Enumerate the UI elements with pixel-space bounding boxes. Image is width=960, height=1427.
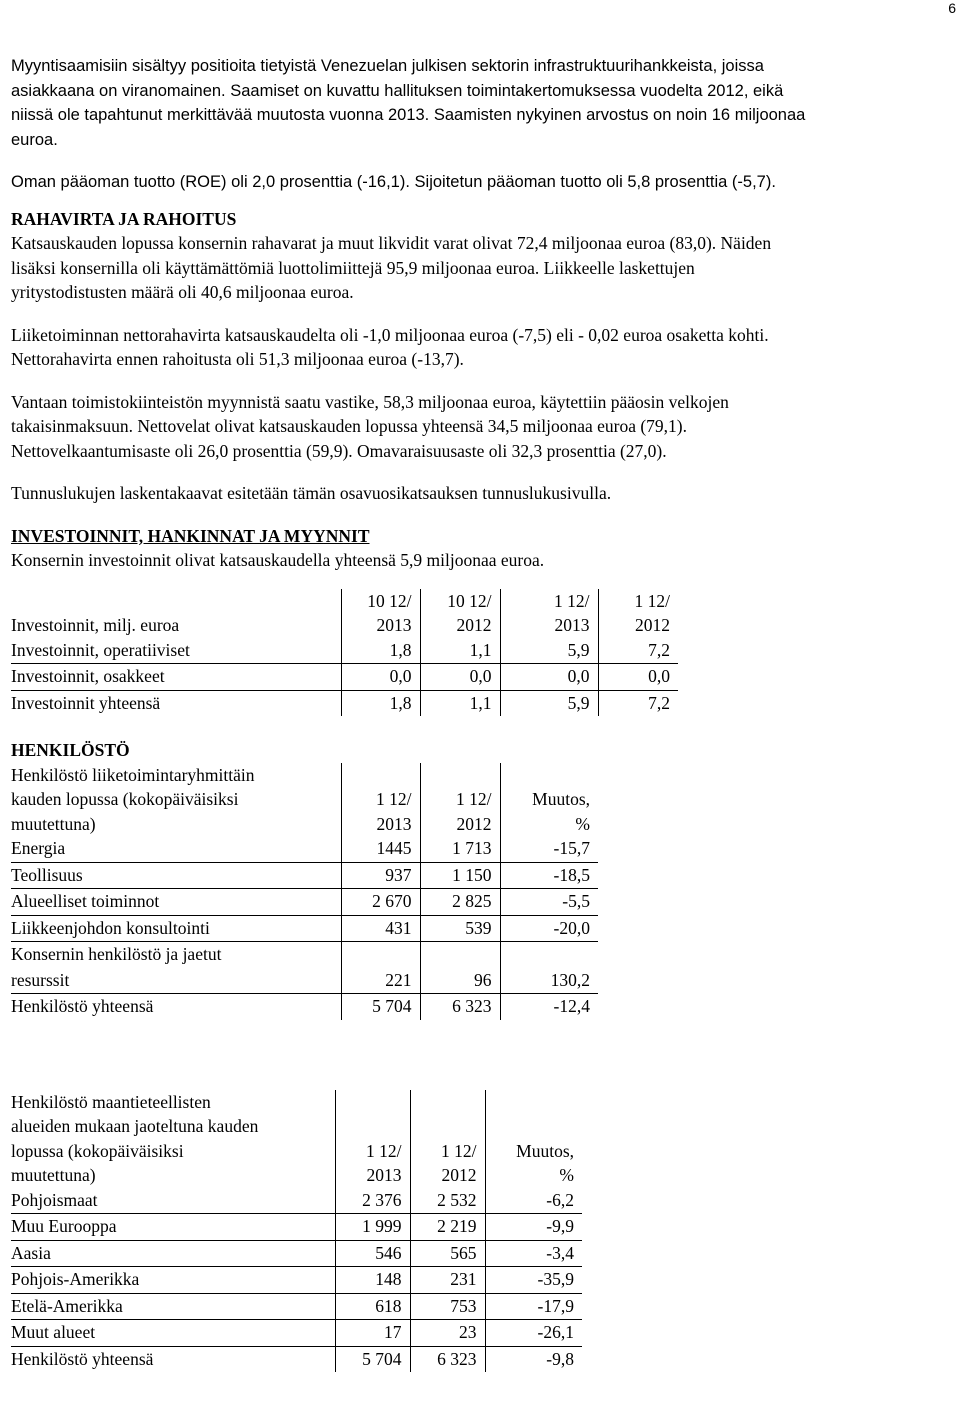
cell-value: 0,0: [500, 664, 598, 691]
cell-value: 431: [341, 915, 420, 942]
cell-value: -3,4: [485, 1240, 582, 1267]
text-line: Katsauskauden lopussa konsernin rahavarat ja muut likvidit varat olivat 72,4 miljoonaa euroa (83,0). Näiden: [11, 233, 772, 253]
row-label: Investoinnit yhteensä: [11, 692, 161, 713]
cell-value: 17: [335, 1320, 410, 1347]
cell-value: 1445: [341, 836, 420, 862]
text-line: takaisinmaksuun. Nettovelat olivat katsauskauden lopussa yhteensä 34,5 miljoonaa euroa (79,1).: [11, 416, 688, 436]
column-header: 1 12/ 2012: [410, 1090, 485, 1188]
cell-value: -17,9: [485, 1293, 582, 1320]
cell-value: 2 219: [410, 1214, 485, 1241]
text-line: yritystodistusten määrä oli 40,6 miljoonaa euroa.: [11, 282, 354, 302]
cell-value: 5,9: [500, 690, 598, 716]
cell-value: 231: [410, 1267, 485, 1294]
rahavirta-paragraph-2: [11, 323, 941, 372]
column-header: 10 12/ 2013: [341, 589, 420, 638]
row-label: Etelä-Amerikka: [11, 1293, 335, 1320]
cell-value: 221: [341, 942, 420, 994]
cell-value: 1,1: [420, 690, 500, 716]
cell-value: 618: [335, 1293, 410, 1320]
cell-value: 5 704: [335, 1346, 410, 1372]
cell-value: 1 150: [420, 862, 500, 889]
cell-value: 96: [420, 942, 500, 994]
table-row: [11, 1346, 582, 1372]
cell-value: 1 999: [335, 1214, 410, 1241]
text-line: Vantaan toimistokiinteistön myynnistä saatu vastike, 58,3 miljoonaa euroa, käytettiin pääosin velkojen: [11, 391, 729, 412]
row-label: Muu Eurooppa: [11, 1214, 335, 1241]
column-header: 1 12/ 2012: [420, 763, 500, 837]
table-row: [11, 862, 598, 889]
table-header-label: Investoinnit, milj. euroa: [11, 615, 180, 635]
cell-value: 1,1: [420, 638, 500, 664]
investments-table: [11, 589, 678, 717]
cell-value: 6 323: [420, 994, 500, 1020]
cell-value: -9,9: [485, 1214, 582, 1241]
table-row: [11, 1320, 582, 1347]
cell-value: -35,9: [485, 1267, 582, 1294]
text-line: Nettorahavirta ennen rahoitusta oli 51,3 miljoonaa euroa (-13,7).: [11, 349, 464, 369]
table-header-label: Henkilöstö maantieteellisten alueiden mukaan jaoteltuna kauden lopussa (kokopäiväisiksi muutettuna): [11, 1091, 259, 1185]
table-header-row: [11, 763, 598, 837]
table-row: [11, 690, 678, 716]
row-label: Aasia: [11, 1240, 335, 1267]
section-heading-henkilosto: HENKILÖSTÖ: [11, 740, 130, 760]
table-row: [11, 994, 598, 1020]
cell-value: 0,0: [341, 664, 420, 691]
text-line: Liiketoiminnan nettorahavirta katsauskaudelta oli -1,0 miljoonaa euroa (-7,5) eli - 0,02 euroa osaketta kohti.: [11, 324, 769, 345]
table-header-row: [11, 1090, 582, 1188]
cell-value: -5,5: [500, 889, 598, 916]
row-label: Pohjois-Amerikka: [11, 1267, 335, 1294]
cell-value: 5 704: [341, 994, 420, 1020]
personnel-by-region-table: [11, 1090, 582, 1373]
row-label: Alueelliset toiminnot: [11, 889, 341, 916]
text-line: lisäksi konsernilla oli käyttämättömiä luottolimiittejä 95,9 miljoonaa euroa. Liikkeelle laskettujen: [11, 257, 695, 278]
cell-value: -6,2: [485, 1188, 582, 1214]
text-line: niissä ole tapahtunut merkittävää muutosta vuonna 2013. Saamisten nykyinen arvostus on noin 16 miljoonaa: [11, 106, 806, 124]
text-line: Nettovelkaantumisaste oli 26,0 prosenttia (59,9). Omavaraisuusaste oli 32,3 prosenttia (27,0).: [11, 440, 667, 461]
cell-value: -9,8: [485, 1346, 582, 1372]
cell-value: 0,0: [420, 664, 500, 691]
table-row: [11, 1240, 582, 1267]
row-label: Henkilöstö yhteensä: [11, 996, 154, 1016]
cell-value: 1,8: [341, 638, 420, 664]
rahavirta-paragraph-3: [11, 390, 941, 464]
rahavirta-paragraph-1: [11, 231, 941, 305]
cell-value: 2 376: [335, 1188, 410, 1214]
cell-value: 1,8: [341, 690, 420, 716]
cell-value: 6 323: [410, 1346, 485, 1372]
row-label: Pohjoismaat: [11, 1188, 335, 1214]
cell-value: 565: [410, 1240, 485, 1267]
cell-value: 5,9: [500, 638, 598, 664]
cell-value: 2 670: [341, 889, 420, 916]
row-label: Investoinnit, osakkeet: [11, 664, 341, 691]
text-line: Myyntisaamisiin sisältyy positioita tietyistä Venezuelan julkisen sektorin infrastruktuurihankkeista, joissa: [11, 57, 764, 75]
column-header: 1 12/ 2012: [598, 589, 678, 638]
section-heading-rahavirta: RAHAVIRTA JA RAHOITUS: [11, 208, 237, 229]
table-header-label: Henkilöstö liiketoimintaryhmittäin kauden lopussa (kokopäiväisiksi muutettuna): [11, 764, 255, 834]
cell-value: 0,0: [598, 664, 678, 691]
column-header: 10 12/ 2012: [420, 589, 500, 638]
text-line: asiakkaana on viranomainen. Saamiset on kuvattu hallituksen toimintakertomuksessa vuodelta 2012, eikä: [11, 81, 784, 100]
page-number: 6: [948, 0, 956, 16]
column-header: 1 12/ 2013: [341, 763, 420, 837]
cell-value: 7,2: [598, 638, 678, 664]
cell-value: 2 532: [410, 1188, 485, 1214]
document-body: [11, 54, 941, 1372]
cell-value: -20,0: [500, 915, 598, 942]
table-row: [11, 1214, 582, 1241]
column-header: 1 12/ 2013: [335, 1090, 410, 1188]
section-heading-investoinnit: INVESTOINNIT, HANKINNAT JA MYYNNIT: [11, 525, 370, 546]
cell-value: -26,1: [485, 1320, 582, 1347]
cell-value: 937: [341, 862, 420, 889]
cell-value: 546: [335, 1240, 410, 1267]
cell-value: 23: [410, 1320, 485, 1347]
roe-paragraph: Oman pääoman tuotto (ROE) oli 2,0 prosenttia (-16,1). Sijoitetun pääoman tuotto oli 5,8 prosenttia (-5,7).: [11, 173, 776, 191]
table-row: [11, 942, 598, 994]
table-row: [11, 1293, 582, 1320]
cell-value: 539: [420, 915, 500, 942]
intro-paragraph-1: [11, 54, 941, 152]
table-row: [11, 664, 678, 691]
cell-value: -12,4: [500, 994, 598, 1020]
cell-value: 7,2: [598, 690, 678, 716]
table-row: [11, 638, 678, 664]
row-label: Investoinnit, operatiiviset: [11, 638, 341, 664]
cell-value: 1 713: [420, 836, 500, 862]
table-row: [11, 889, 598, 916]
column-header: Muutos, %: [500, 763, 598, 837]
row-label: Teollisuus: [11, 862, 341, 889]
cell-value: 753: [410, 1293, 485, 1320]
cell-value: 2 825: [420, 889, 500, 916]
row-label: Energia: [11, 836, 341, 862]
cell-value: 130,2: [500, 942, 598, 994]
column-header: 1 12/ 2013: [500, 589, 598, 638]
row-label: Muut alueet: [11, 1320, 335, 1347]
table-row: [11, 1188, 582, 1214]
column-header: Muutos, %: [485, 1090, 582, 1188]
cell-value: -18,5: [500, 862, 598, 889]
table-row: [11, 836, 598, 862]
text-line: euroa.: [11, 130, 58, 149]
row-label: Liikkeenjohdon konsultointi: [11, 915, 341, 942]
cell-value: 148: [335, 1267, 410, 1294]
row-label: Henkilöstö yhteensä: [11, 1348, 154, 1369]
investoinnit-paragraph: Konsernin investoinnit olivat katsauskaudella yhteensä 5,9 miljoonaa euroa.: [11, 550, 545, 570]
row-label: Konsernin henkilöstö ja jaetut resurssit: [11, 942, 341, 994]
table-row: [11, 1267, 582, 1294]
rahavirta-paragraph-4: Tunnuslukujen laskentakaavat esitetään tämän osavuosikatsauksen tunnuslukusivulla.: [11, 483, 612, 503]
personnel-by-business-table: [11, 763, 598, 1020]
cell-value: -15,7: [500, 836, 598, 862]
table-row: [11, 915, 598, 942]
table-header-row: [11, 589, 678, 638]
